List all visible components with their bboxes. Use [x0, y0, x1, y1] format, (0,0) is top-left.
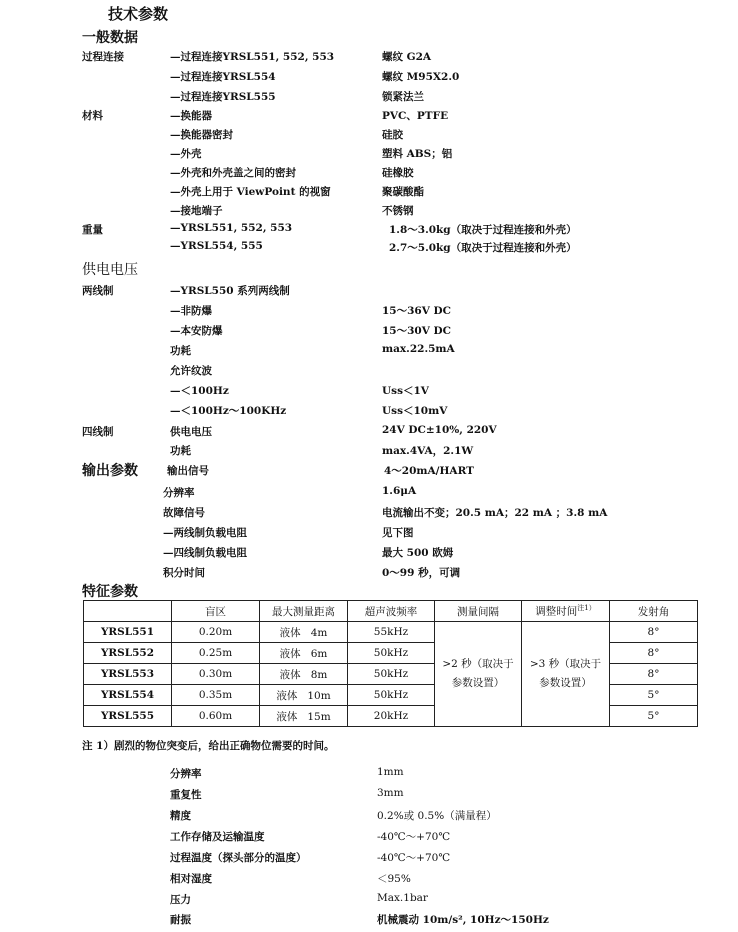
- cell-range-value: 8m: [310, 668, 328, 681]
- footnote-mark: 注1）: [577, 604, 596, 613]
- cell-range: [260, 685, 348, 706]
- cell-frequency: 50kHz: [348, 685, 435, 706]
- spec-value: 电流输出不变；20.5 mA；22 mA ；3.8 mA: [382, 507, 608, 519]
- header-blind-zone: 盲区: [172, 601, 260, 622]
- spec-value: Uss＜10mV: [382, 405, 448, 417]
- spec-value: 聚碳酸酯: [382, 186, 424, 198]
- cell-frequency: 55kHz: [348, 622, 435, 643]
- spec-value: 15～36V DC: [382, 305, 451, 317]
- cell-angle: 8°: [610, 622, 698, 643]
- spec-value: 塑料 ABS；铝: [382, 148, 453, 160]
- spec-item: 工作存储及运输温度: [170, 831, 265, 843]
- power-heading: 供电电压: [82, 262, 138, 278]
- spec-value: Uss＜1V: [382, 385, 429, 397]
- spec-item: —外壳上用于 ViewPoint 的视窗: [170, 186, 331, 198]
- cell-angle: 5°: [610, 706, 698, 727]
- spec-item: 允许纹波: [170, 365, 212, 377]
- spec-item: —＜100Hz: [170, 385, 229, 397]
- cell-model: YRSL551: [84, 622, 172, 643]
- spec-item: —＜100Hz～100KHz: [170, 405, 287, 417]
- cell-medium: 液体: [276, 710, 298, 723]
- cell-model: YRSL552: [84, 643, 172, 664]
- spec-item: 积分时间: [163, 567, 205, 579]
- header-frequency: 超声波频率: [348, 601, 435, 622]
- cell-range-value: 6m: [310, 647, 328, 660]
- header-interval: 测量间隔: [435, 601, 522, 622]
- cell-model: YRSL553: [84, 664, 172, 685]
- header-beam-angle: 发射角: [610, 601, 698, 622]
- material-label: 材料: [82, 110, 103, 122]
- cell-range: [260, 664, 348, 685]
- spec-item: 相对湿度: [170, 873, 212, 885]
- spec-item: —接地端子: [170, 205, 223, 217]
- spec-item: —四线制负载电阻: [163, 547, 247, 559]
- cell-range-value: 4m: [310, 626, 328, 639]
- spec-value: max.22.5mA: [382, 343, 455, 355]
- cell-range: [260, 706, 348, 727]
- cell-blind: 0.30m: [172, 664, 260, 685]
- spec-value: -40℃～+70℃: [377, 852, 451, 864]
- spec-value: 0.2%或 0.5%（满量程）: [377, 810, 497, 822]
- spec-item: 耐振: [170, 914, 191, 926]
- cell-range: [260, 622, 348, 643]
- page-title: 技术参数: [108, 5, 169, 23]
- spec-value: 3mm: [377, 787, 404, 799]
- spec-item: —过程连接YRSL554: [170, 71, 276, 83]
- spec-item: 功耗: [170, 345, 191, 357]
- two-wire-label: 两线制: [82, 285, 114, 297]
- spec-item: —换能器密封: [170, 129, 233, 141]
- spec-item: —非防爆: [170, 305, 212, 317]
- header-model: [84, 601, 172, 622]
- spec-value: 见下图: [382, 527, 414, 539]
- spec-value: 15～30V DC: [382, 325, 451, 337]
- spec-value: ＜95%: [377, 873, 411, 885]
- cell-blind: 0.25m: [172, 643, 260, 664]
- cell-blind: 0.35m: [172, 685, 260, 706]
- spec-value: -40℃～+70℃: [377, 831, 451, 843]
- spec-item: —YRSL550 系列两线制: [170, 285, 290, 297]
- adjust-time-label: 调整时间: [535, 605, 578, 618]
- table-header-row: [84, 601, 698, 622]
- cell-range-value: 15m: [307, 710, 331, 723]
- four-wire-label: 四线制: [82, 426, 114, 438]
- cell-medium: 液体: [279, 647, 301, 660]
- spec-value: 4～20mA/HART: [384, 465, 474, 477]
- cell-frequency: 50kHz: [348, 643, 435, 664]
- spec-item: 故障信号: [163, 507, 205, 519]
- cell-frequency: 20kHz: [348, 706, 435, 727]
- spec-item: —两线制负载电阻: [163, 527, 247, 539]
- features-table: [83, 600, 698, 727]
- spec-value: 螺纹 G2A: [382, 51, 432, 63]
- table-row: [84, 622, 698, 643]
- spec-item: —YRSL554, 555: [170, 240, 263, 252]
- spec-value: 螺纹 M95X2.0: [382, 71, 460, 83]
- cell-interval: >2 秒（取决于参数设置）: [435, 622, 522, 727]
- cell-medium: 液体: [279, 626, 301, 639]
- spec-value: 1.6μA: [382, 485, 417, 497]
- header-adjust-time: [522, 601, 610, 622]
- spec-value: 硅胶: [382, 129, 403, 141]
- features-heading: 特征参数: [82, 584, 138, 600]
- output-heading: 输出参数: [82, 463, 138, 479]
- spec-item: 过程温度（探头部分的温度）: [170, 852, 307, 864]
- cell-range: [260, 643, 348, 664]
- spec-value: 机械震动 10m/s², 10Hz～150Hz: [377, 914, 549, 926]
- cell-blind: 0.60m: [172, 706, 260, 727]
- cell-model: YRSL554: [84, 685, 172, 706]
- spec-value: PVC、PTFE: [382, 110, 449, 122]
- spec-item: —换能器: [170, 110, 212, 122]
- weight-label: 重量: [82, 224, 103, 236]
- cell-angle: 8°: [610, 643, 698, 664]
- spec-value: 24V DC±10%, 220V: [382, 424, 497, 436]
- cell-blind: 0.20m: [172, 622, 260, 643]
- spec-item: 压力: [170, 894, 191, 906]
- table-footnote: 注 1）剧烈的物位突变后，给出正确物位需要的时间。: [82, 740, 335, 752]
- cell-adjust-time: >3 秒（取决于参数设置）: [522, 622, 610, 727]
- spec-item: 输出信号: [167, 465, 209, 477]
- spec-item: 精度: [170, 810, 191, 822]
- spec-item: 功耗: [170, 445, 191, 457]
- spec-value: 0～99 秒，可调: [382, 567, 461, 579]
- spec-value: Max.1bar: [377, 892, 428, 904]
- spec-value: 硅橡胶: [382, 167, 414, 179]
- cell-angle: 5°: [610, 685, 698, 706]
- cell-angle: 8°: [610, 664, 698, 685]
- cell-range-value: 10m: [307, 689, 331, 702]
- spec-value: 锁紧法兰: [382, 91, 424, 103]
- spec-item: —过程连接YRSL551, 552, 553: [170, 51, 335, 63]
- cell-medium: 液体: [279, 668, 301, 681]
- spec-item: —外壳和外壳盖之间的密封: [170, 167, 296, 179]
- spec-value: 不锈钢: [382, 205, 414, 217]
- cell-medium: 液体: [276, 689, 298, 702]
- spec-value: 最大 500 欧姆: [382, 547, 454, 559]
- header-max-range: 最大测量距离: [260, 601, 348, 622]
- process-connection-label: 过程连接: [82, 51, 124, 63]
- spec-item: —过程连接YRSL555: [170, 91, 276, 103]
- spec-value: 1.8～3.0kg（取决于过程连接和外壳）: [389, 224, 577, 236]
- cell-frequency: 50kHz: [348, 664, 435, 685]
- spec-item: —外壳: [170, 148, 202, 160]
- cell-model: YRSL555: [84, 706, 172, 727]
- spec-value: 2.7～5.0kg（取决于过程连接和外壳）: [389, 242, 577, 254]
- spec-item: 分辨率: [170, 768, 202, 780]
- spec-item: 供电电压: [170, 426, 212, 438]
- spec-value: 1mm: [377, 766, 404, 778]
- spec-item: —YRSL551, 552, 553: [170, 222, 293, 234]
- general-heading: 一般数据: [82, 30, 138, 46]
- spec-item: 重复性: [170, 789, 202, 801]
- spec-value: max.4VA，2.1W: [382, 445, 474, 457]
- spec-item: —本安防爆: [170, 325, 223, 337]
- spec-item: 分辨率: [163, 487, 195, 499]
